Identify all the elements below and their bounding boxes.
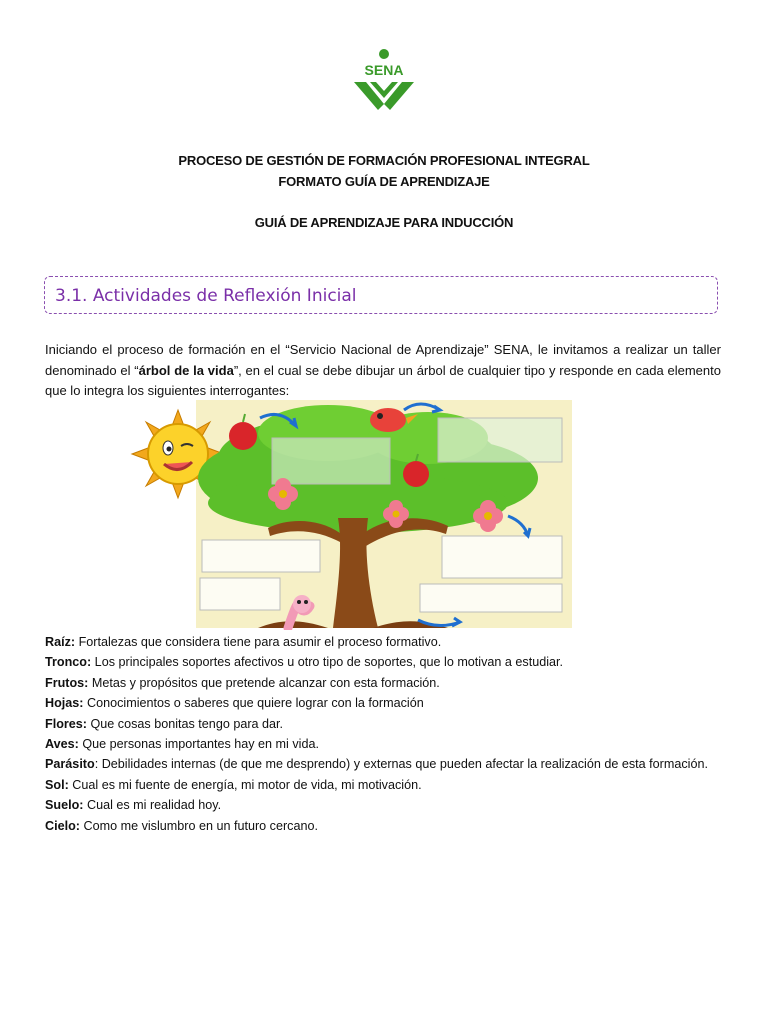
- definition-term: Hojas:: [45, 696, 84, 711]
- definition-term: Raíz:: [45, 635, 76, 649]
- definition-raiz: [45, 632, 735, 652]
- definition-term: Flores:: [45, 716, 87, 731]
- definition-term: Parásito: [45, 757, 95, 772]
- definition-text: Metas y propósitos que pretende alcanzar con esta formación.: [88, 675, 440, 690]
- definition-text: Como me vislumbro en un futuro cercano.: [79, 818, 318, 833]
- definition-term: Frutos:: [45, 675, 89, 690]
- logo-text: SENA: [364, 62, 404, 78]
- definition-term: Sol:: [45, 777, 69, 792]
- definition-text: Que cosas bonitas tengo para dar.: [87, 716, 284, 731]
- definition-sol: [45, 775, 735, 795]
- definition-text: Cual es mi fuente de energía, mi motor de vida, mi motivación.: [68, 777, 422, 792]
- answer-box: [200, 578, 280, 610]
- section-title: 3.1. Actividades de Reflexión Inicial: [55, 286, 357, 306]
- definition-tronco: [45, 652, 735, 672]
- intro-text-2: ”, en el cual se debe dibujar un árbol de cualquier tipo y responde en cada elemento que lo integra los siguientes interrogantes:: [45, 362, 721, 398]
- definition-term: Tronco:: [45, 655, 92, 670]
- definition-term: Aves:: [45, 737, 79, 752]
- definition-text: Conocimientos o saberes que quiere lograr con la formación: [83, 696, 424, 711]
- definition-frutos: [45, 673, 735, 693]
- header-line-2: FORMATO GUÍA DE APRENDIZAJE: [278, 174, 490, 189]
- definition-suelo: [45, 795, 735, 815]
- definition-term: Suelo:: [45, 798, 84, 813]
- definition-text: Que personas importantes hay en mi vida.: [78, 737, 319, 752]
- answer-box: [438, 418, 562, 462]
- intro-bold: árbol de la vida: [138, 362, 234, 378]
- tree-of-life-illustration: [128, 398, 574, 630]
- definition-term: Cielo:: [45, 818, 80, 833]
- definitions-list: [45, 632, 735, 836]
- definition-text: Fortalezas que considera tiene para asumir el proceso formativo.: [75, 635, 442, 649]
- definition-text: : Debilidades internas (de que me desprendo) y externas que pueden afectar la realización de esta formación.: [94, 757, 708, 772]
- definition-text: Cual es mi realidad hoy.: [83, 798, 222, 813]
- definition-hojas: [45, 693, 735, 713]
- intro-paragraph: [45, 340, 721, 402]
- sena-logo: [348, 48, 420, 116]
- answer-box: [420, 584, 562, 612]
- answer-box: [202, 540, 320, 572]
- answer-box: [442, 536, 562, 578]
- definition-aves: [45, 734, 735, 754]
- definition-parasito: [45, 754, 735, 774]
- header-line-1: PROCESO DE GESTIÓN DE FORMACIÓN PROFESIONAL INTEGRAL: [178, 153, 590, 168]
- section-heading-box: [44, 276, 718, 314]
- definition-cielo: [45, 816, 735, 836]
- header-line-3: GUIÁ DE APRENDIZAJE PARA INDUCCIÓN: [254, 215, 514, 230]
- intro-text-1: Iniciando el proceso de formación en el “Servicio Nacional de Aprendizaje” SENA, le invitamos a realizar un taller denominado el “: [45, 342, 721, 378]
- definition-flores: [45, 714, 735, 734]
- answer-box: [272, 438, 390, 484]
- definition-text: Los principales soportes afectivos u otro tipo de soportes, que lo motivan a estudiar.: [91, 655, 564, 670]
